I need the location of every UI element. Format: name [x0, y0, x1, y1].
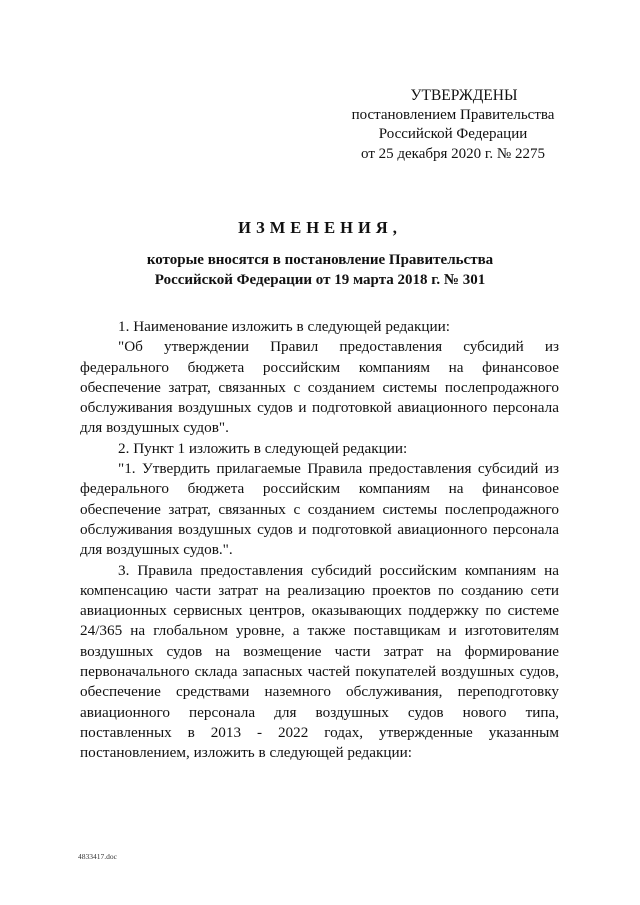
approval-line-3: от 25 декабря 2020 г. № 2275 [361, 145, 545, 162]
document-subtitle [120, 250, 520, 290]
subtitle-line-2: Российской Федерации от 19 марта 2018 г. № 301 [154, 272, 486, 288]
document-file-code: 4833417.doc [78, 852, 117, 861]
subtitle-line-1: которые вносятся в постановление Правительства [146, 252, 494, 268]
approval-block [338, 86, 568, 164]
paragraph-item-1: 1. Наименование изложить в следующей редакции: [118, 318, 450, 335]
approval-line-2: Российской Федерации [378, 126, 528, 142]
approval-line-1: постановлением Правительства [351, 106, 555, 123]
approval-heading: УТВЕРЖДЕНЫ [410, 87, 518, 104]
paragraph-quote-1: "Об утверждении Правил предоставления субсидий из федерального бюджета российским компаниям на финансовое обеспечение затрат, связанных с созданием системы послепродажного обслуживания воздушных судов и подготовкой авиационного персонала для воздушных судов". [80, 338, 559, 437]
document-title: ИЗМЕНЕНИЯ, [238, 218, 402, 237]
paragraph-quote-2: "1. Утвердить прилагаемые Правила предоставления субсидий из федерального бюджета российским компаниям на финансовое обеспечение затрат, связанных с созданием системы послепродажного обслуживания воздушных судов и подготовкой авиационного персонала для воздушных судов.". [80, 460, 559, 559]
paragraph-item-3: 3. Правила предоставления субсидий российским компаниям на компенсацию части затрат на реализацию проектов по созданию сети авиационных сервисных центров, оказывающих поддержку по системе 24/365 на глобальном уровне, а также поставщикам и изготовителям воздушных судов на возмещение части затрат на формирование первоначального склада запасных частей покупателей воздушных судов, обеспечение средствами наземного обслуживания, переподготовку авиационного персонала для воздушных судов нового типа, поставленных в 2013 - 2022 годах, утвержденные указанным постановлением, изложить в следующей редакции: [80, 561, 559, 762]
document-body [80, 317, 559, 764]
paragraph-item-2: 2. Пункт 1 изложить в следующей редакции: [118, 439, 408, 457]
